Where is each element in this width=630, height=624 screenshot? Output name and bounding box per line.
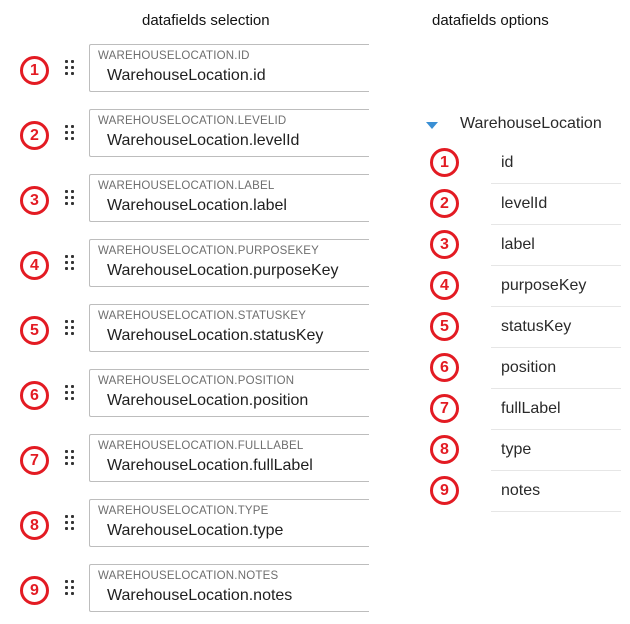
selection-row bbox=[18, 365, 368, 430]
datafield-value: WarehouseLocation.statusKey bbox=[107, 327, 324, 344]
datafield-key-label: WAREHOUSELOCATION.POSITION bbox=[98, 375, 295, 387]
option-label: type bbox=[501, 441, 532, 458]
option-item[interactable] bbox=[491, 430, 621, 471]
datafield-value: WarehouseLocation.purposeKey bbox=[107, 262, 339, 279]
option-item[interactable] bbox=[491, 143, 621, 184]
option-label: label bbox=[501, 236, 535, 253]
options-header: datafields options bbox=[432, 12, 549, 29]
number-badge: 9 bbox=[20, 576, 49, 605]
option-item[interactable] bbox=[491, 389, 621, 430]
number-badge: 2 bbox=[430, 189, 459, 218]
tree-group-label: WarehouseLocation bbox=[460, 115, 602, 132]
tree-group-warehouselocation[interactable] bbox=[424, 113, 624, 137]
option-item[interactable] bbox=[491, 348, 621, 389]
option-row bbox=[425, 471, 630, 512]
options-list bbox=[425, 143, 630, 512]
option-row bbox=[425, 430, 630, 471]
drag-handle-icon[interactable] bbox=[65, 190, 77, 206]
drag-handle-icon[interactable] bbox=[65, 385, 77, 401]
drag-handle-icon[interactable] bbox=[65, 125, 77, 141]
selection-row bbox=[18, 235, 368, 300]
selection-row bbox=[18, 40, 368, 105]
number-badge: 6 bbox=[20, 381, 49, 410]
datafield-key-label: WAREHOUSELOCATION.LABEL bbox=[98, 180, 275, 192]
option-label: statusKey bbox=[501, 318, 572, 335]
selection-row bbox=[18, 300, 368, 365]
datafield-value: WarehouseLocation.position bbox=[107, 392, 309, 409]
number-badge: 7 bbox=[20, 446, 49, 475]
number-badge: 7 bbox=[430, 394, 459, 423]
option-row bbox=[425, 307, 630, 348]
option-row bbox=[425, 225, 630, 266]
drag-handle-icon[interactable] bbox=[65, 320, 77, 336]
option-label: id bbox=[501, 154, 514, 171]
datafield-value: WarehouseLocation.type bbox=[107, 522, 284, 539]
caret-down-icon[interactable] bbox=[426, 122, 438, 129]
datafield-key-label: WAREHOUSELOCATION.STATUSKEY bbox=[98, 310, 307, 322]
option-row bbox=[425, 143, 630, 184]
option-row bbox=[425, 266, 630, 307]
datafield-key-label: WAREHOUSELOCATION.ID bbox=[98, 50, 250, 62]
option-label: levelId bbox=[501, 195, 548, 212]
number-badge: 1 bbox=[20, 56, 49, 85]
selection-row bbox=[18, 560, 368, 624]
option-row bbox=[425, 389, 630, 430]
option-row bbox=[425, 184, 630, 225]
option-label: position bbox=[501, 359, 557, 376]
number-badge: 2 bbox=[20, 121, 49, 150]
selection-row bbox=[18, 495, 368, 560]
datafield-input[interactable] bbox=[89, 369, 369, 417]
datafield-value: WarehouseLocation.fullLabel bbox=[107, 457, 313, 474]
datafield-key-label: WAREHOUSELOCATION.NOTES bbox=[98, 570, 279, 582]
datafield-key-label: WAREHOUSELOCATION.FULLLABEL bbox=[98, 440, 304, 452]
datafield-key-label: WAREHOUSELOCATION.TYPE bbox=[98, 505, 269, 517]
drag-handle-icon[interactable] bbox=[65, 515, 77, 531]
drag-handle-icon[interactable] bbox=[65, 450, 77, 466]
datafield-input[interactable] bbox=[89, 304, 369, 352]
drag-handle-icon[interactable] bbox=[65, 255, 77, 271]
datafield-value: WarehouseLocation.levelId bbox=[107, 132, 300, 149]
datafield-value: WarehouseLocation.id bbox=[107, 67, 266, 84]
selection-row bbox=[18, 105, 368, 170]
datafield-key-label: WAREHOUSELOCATION.PURPOSEKEY bbox=[98, 245, 319, 257]
number-badge: 3 bbox=[20, 186, 49, 215]
option-item[interactable] bbox=[491, 184, 621, 225]
datafield-input[interactable] bbox=[89, 44, 369, 92]
number-badge: 3 bbox=[430, 230, 459, 259]
option-label: fullLabel bbox=[501, 400, 561, 417]
option-item[interactable] bbox=[491, 471, 621, 512]
option-label: purposeKey bbox=[501, 277, 587, 294]
number-badge: 4 bbox=[20, 251, 49, 280]
number-badge: 4 bbox=[430, 271, 459, 300]
datafield-value: WarehouseLocation.notes bbox=[107, 587, 293, 604]
number-badge: 5 bbox=[20, 316, 49, 345]
datafield-value: WarehouseLocation.label bbox=[107, 197, 287, 214]
datafield-key-label: WAREHOUSELOCATION.LEVELID bbox=[98, 115, 287, 127]
option-item[interactable] bbox=[491, 307, 621, 348]
selection-list bbox=[18, 40, 368, 624]
datafield-input[interactable] bbox=[89, 239, 369, 287]
number-badge: 9 bbox=[430, 476, 459, 505]
number-badge: 8 bbox=[20, 511, 49, 540]
datafield-input[interactable] bbox=[89, 499, 369, 547]
option-item[interactable] bbox=[491, 225, 621, 266]
selection-header: datafields selection bbox=[142, 12, 270, 29]
drag-handle-icon[interactable] bbox=[65, 60, 77, 76]
drag-handle-icon[interactable] bbox=[65, 580, 77, 596]
datafield-input[interactable] bbox=[89, 109, 369, 157]
datafield-input[interactable] bbox=[89, 174, 369, 222]
datafield-input[interactable] bbox=[89, 434, 369, 482]
option-label: notes bbox=[501, 482, 541, 499]
number-badge: 8 bbox=[430, 435, 459, 464]
option-item[interactable] bbox=[491, 266, 621, 307]
selection-row bbox=[18, 170, 368, 235]
number-badge: 1 bbox=[430, 148, 459, 177]
option-row bbox=[425, 348, 630, 389]
selection-row bbox=[18, 430, 368, 495]
number-badge: 6 bbox=[430, 353, 459, 382]
datafield-input[interactable] bbox=[89, 564, 369, 612]
number-badge: 5 bbox=[430, 312, 459, 341]
